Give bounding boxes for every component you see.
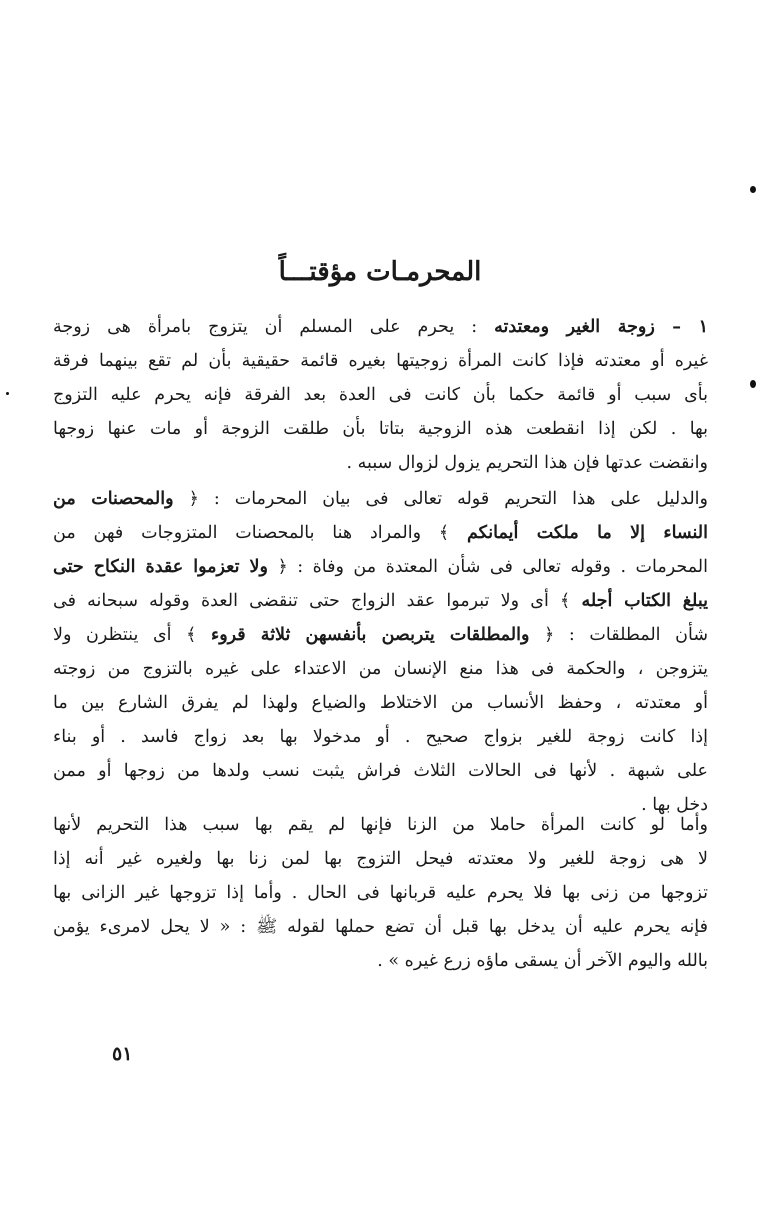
bold-phrase: ولا تعزموا عقدة النكاح حتى bbox=[53, 557, 268, 577]
text-line: أو معتدته ، وحفظ الأنساب من الاختلاط والضياع ولهذا لم يفرق الشارع بين ما bbox=[53, 693, 708, 713]
text-line: غيره أو معتدته فإذا كانت المرأة زوجيتها بغيره قائمة حقيقية بأن لم تقع بينهما فرقة bbox=[53, 351, 708, 371]
paragraph bbox=[53, 808, 708, 978]
line-text: : يحرم على المسلم أن يتزوج بامرأة هى زوجة bbox=[53, 317, 495, 337]
margin-dot bbox=[750, 380, 756, 388]
text-line: على شبهة . لأنها فى الحالات الثلاث فراش يثبت نسب ولدها من زوجها أو ممن bbox=[53, 761, 708, 781]
text-line: بالله واليوم الآخر أن يسقى ماؤه زرع غيره » . bbox=[377, 951, 708, 971]
bold-phrase: والمحصنات من bbox=[53, 489, 174, 509]
margin-dot bbox=[6, 392, 9, 395]
text-line bbox=[53, 618, 708, 652]
text-line: إذا كانت زوجة للغير بزواج صحيح . أو مدخولا بها بعد زواج فاسد . أو بناء bbox=[53, 727, 708, 747]
page-number: ٥١ bbox=[112, 1043, 133, 1065]
bold-phrase: ١ – زوجة الغير ومعتدته bbox=[494, 317, 708, 337]
text-line bbox=[53, 482, 708, 516]
paragraph bbox=[53, 482, 708, 822]
bold-phrase: والمطلقات يتربصن بأنفسهن ثلاثة قروء bbox=[210, 625, 530, 645]
text-line bbox=[53, 516, 708, 550]
text-line bbox=[53, 550, 708, 584]
text-line bbox=[53, 310, 708, 344]
line-text: ﴾ والمراد هنا بالمحصنات المتزوجات فهن من bbox=[53, 523, 467, 543]
text-line bbox=[53, 584, 708, 618]
margin-dot bbox=[750, 186, 756, 193]
text-line: فإنه يحرم عليه أن يدخل بها قبل أن تضع حملها لقوله ﷺ : « لا يحل لامرىء يؤمن bbox=[53, 917, 708, 937]
bold-phrase: يبلغ الكتاب أجله bbox=[581, 591, 708, 611]
line-text: شأن المطلقات : ﴿ bbox=[529, 625, 708, 645]
text-line: يتزوجن ، والحكمة فى هذا منع الإنسان من الاعتداء على غيره بالتزوج من زوجته bbox=[53, 659, 708, 679]
text-line: بأى سبب أو قائمة حكما بأن كانت فى العدة بعد الفرقة فإنه يحرم عليه التزوج bbox=[53, 385, 708, 405]
text-line: بها . لكن إذا انقطعت هذه الزوجية بتاتا بأن طلقت الزوجة أو مات عنها زوجها bbox=[53, 419, 708, 439]
bold-phrase: النساء إلا ما ملكت أيمانكم bbox=[466, 523, 708, 543]
text-line: وأما لو كانت المرأة حاملا من الزنا فإنها لم يقم بها سبب هذا التحريم لأنها bbox=[53, 815, 708, 835]
line-text: المحرمات . وقوله تعالى فى شأن المعتدة من وفاة : ﴿ bbox=[267, 557, 708, 577]
section-heading: المحرمـات مؤقتـــاً bbox=[278, 257, 482, 287]
text-line: لا هى زوجة للغير ولا معتدته فيحل التزوج بها لمن زنا بها ولغيره غير أنه إذا bbox=[53, 849, 708, 869]
paragraph bbox=[53, 310, 708, 480]
line-text: ﴾ أى ولا تبرموا عقد الزواج حتى تنقضى العدة وقوله سبحانه فى bbox=[53, 591, 582, 611]
line-text: ﴾ أى ينتظرن ولا bbox=[53, 625, 211, 645]
text-line: وانقضت عدتها فإن هذا التحريم يزول لزوال سببه . bbox=[346, 453, 708, 473]
text-line: تزوجها من زنى بها فلا يحرم عليه قربانها فى الحال . وأما إذا تزوجها غير الزانى بها bbox=[53, 883, 708, 903]
text-line: دخل بها . bbox=[641, 795, 708, 815]
line-text: والدليل على هذا التحريم قوله تعالى فى بيان المحرمات : ﴿ bbox=[173, 489, 708, 509]
